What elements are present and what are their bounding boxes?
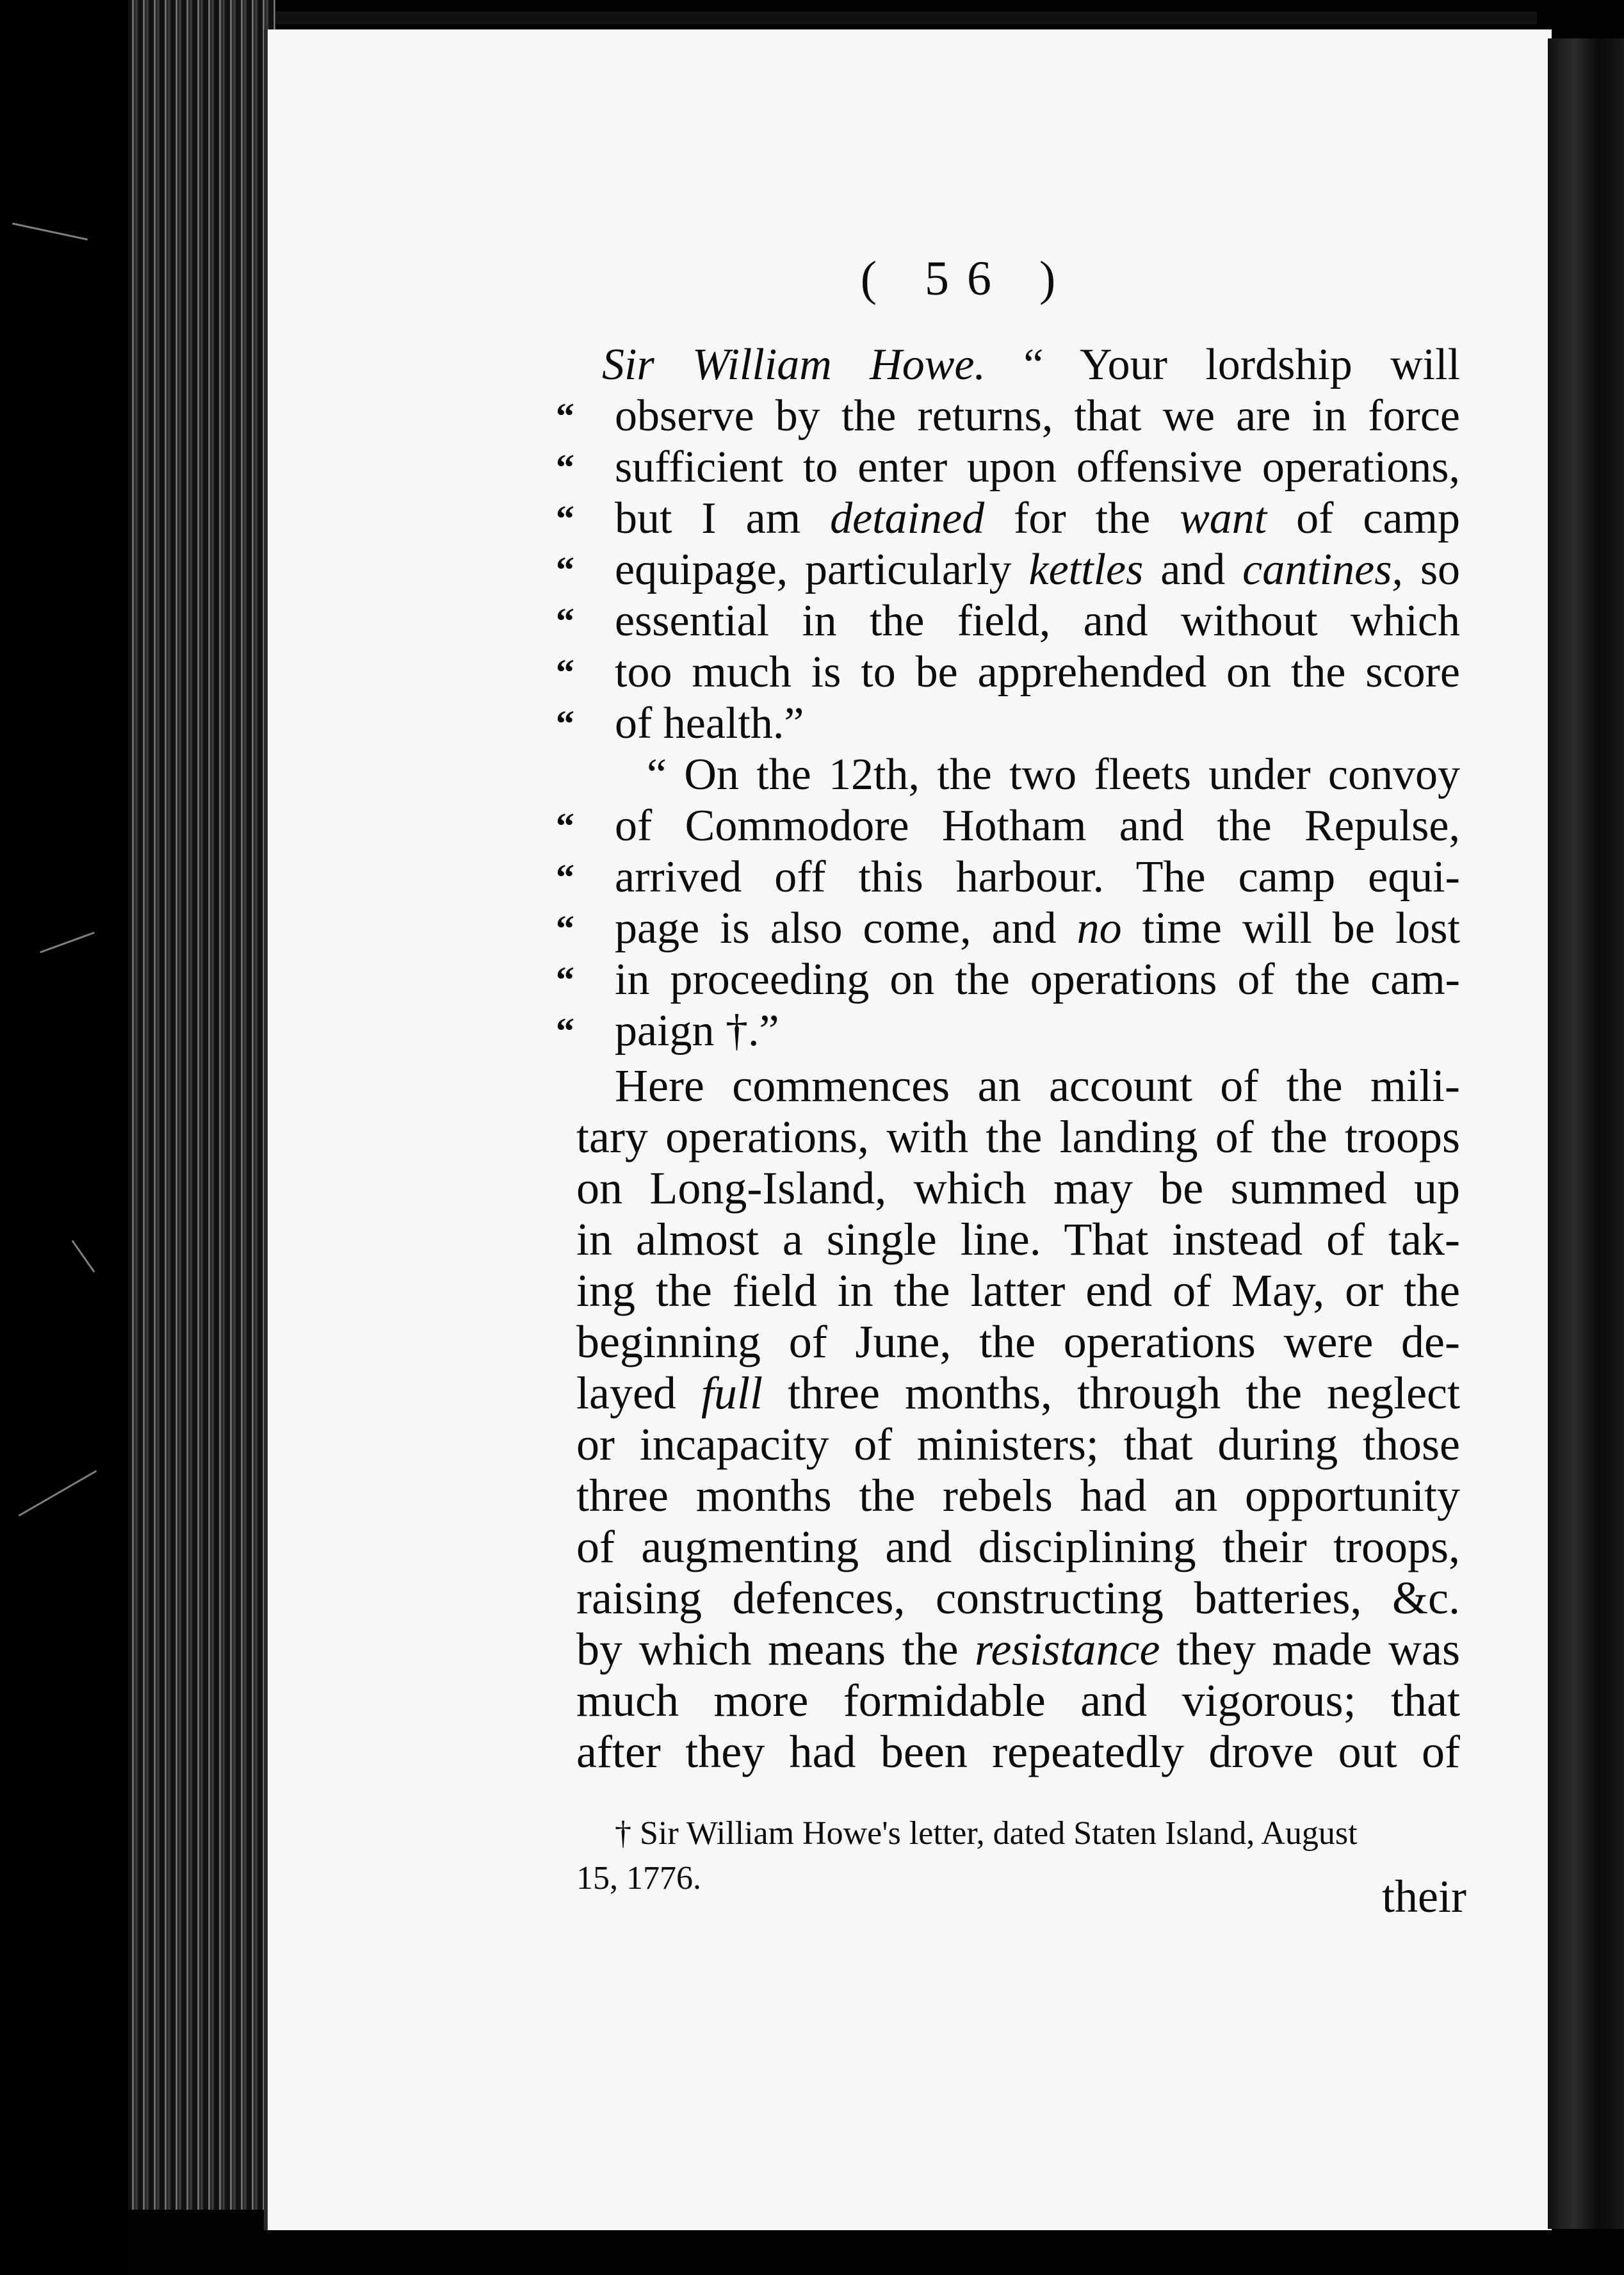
text-span: so: [1420, 545, 1461, 594]
quote-mark: “: [556, 549, 574, 591]
top-edge: [243, 12, 1537, 24]
book-binding: [0, 0, 128, 2275]
text-line: Here commences an account of the mili-: [615, 1060, 1460, 1111]
text-span: three months, through the neglect: [788, 1367, 1461, 1419]
italic-word: no: [1076, 904, 1122, 953]
italic-word: want: [1180, 494, 1267, 543]
text-span: time will be lost: [1142, 904, 1460, 953]
text-line: essential in the field, and without which: [615, 596, 1460, 646]
text-line: too much is to be apprehended on the score: [615, 648, 1460, 697]
text-line: much more formidable and vigorous; that: [576, 1675, 1460, 1726]
text-span: but I am: [615, 494, 801, 543]
text-line: three months the rebels had an opportunity: [576, 1470, 1460, 1521]
text-span: page is also come, and: [615, 904, 1057, 953]
quote-mark: “: [556, 600, 574, 642]
quote-mark: “: [556, 651, 574, 693]
binding-streak: [19, 1470, 97, 1517]
text-line: “ On the 12th, the two fleets under convoy: [647, 750, 1460, 799]
quote-mark: “: [556, 959, 574, 1000]
text-span: of camp: [1296, 494, 1461, 543]
page-edges: [128, 0, 275, 2210]
text-line: of augmenting and disciplining their troops,: [576, 1521, 1460, 1572]
text-line: after they had been repeatedly drove out of: [576, 1726, 1460, 1777]
text-line: [602, 339, 1460, 391]
text-line: ing the field in the latter end of May, or the: [576, 1265, 1460, 1316]
right-page-edge: [1548, 38, 1624, 2229]
text-line: of Commodore Hotham and the Repulse,: [615, 801, 1460, 851]
binding-streak: [12, 223, 88, 241]
text-span: “ Your lordship will: [1023, 340, 1461, 389]
text-line: in almost a single line. That instead of tak-: [576, 1214, 1460, 1265]
catchword: their: [1382, 1871, 1466, 1922]
quote-mark: “: [556, 805, 574, 847]
text-line: [576, 1367, 1460, 1419]
text-line: in proceeding on the operations of the cam-: [615, 955, 1460, 1004]
italic-word: cantines,: [1242, 545, 1403, 594]
italic-word: full: [701, 1367, 763, 1419]
italic-word: detained: [830, 494, 985, 543]
quote-mark: “: [556, 498, 574, 539]
text-line: of health.”: [615, 699, 804, 748]
quote-mark: “: [556, 446, 574, 488]
speaker-name: Sir William Howe.: [602, 340, 986, 389]
text-line: sufficient to enter upon offensive operations,: [615, 443, 1460, 492]
text-span: and: [1160, 545, 1226, 594]
quote-mark: “: [556, 856, 574, 898]
text-line: [615, 544, 1460, 596]
text-line: tary operations, with the landing of the troops: [576, 1111, 1460, 1162]
binding-streak: [72, 1240, 95, 1273]
text-line: beginning of June, the operations were de-: [576, 1316, 1460, 1367]
binding-streak: [40, 932, 95, 954]
quote-mark: “: [556, 703, 574, 744]
text-span: they made was: [1176, 1624, 1460, 1675]
text-line: on Long-Island, which may be summed up: [576, 1162, 1460, 1214]
text-line: raising defences, constructing batteries, &c.: [576, 1572, 1460, 1624]
page-number: ( 56 ): [860, 252, 1074, 306]
text-span: equipage, particularly: [615, 545, 1012, 594]
text-line: observe by the returns, that we are in force: [615, 391, 1460, 441]
text-span: by which means the: [576, 1624, 959, 1675]
text-line: paign †.”: [615, 1006, 779, 1056]
quote-mark: “: [556, 1010, 574, 1052]
text-line: [576, 1624, 1460, 1675]
footnote-line: 15, 1776.: [576, 1860, 701, 1896]
footnote-line: † Sir William Howe's letter, dated Staten Island, August: [615, 1815, 1358, 1852]
text-line: [615, 903, 1460, 954]
text-line: or incapacity of ministers; that during those: [576, 1419, 1460, 1470]
text-line: arrived off this harbour. The camp equi-: [615, 852, 1460, 902]
italic-word: kettles: [1028, 545, 1144, 594]
text-span: for the: [1014, 494, 1151, 543]
quote-mark: “: [556, 395, 574, 437]
text-span: layed: [576, 1367, 676, 1419]
italic-word: resistance: [975, 1624, 1160, 1675]
text-line: [615, 493, 1460, 544]
quote-mark: “: [556, 908, 574, 949]
